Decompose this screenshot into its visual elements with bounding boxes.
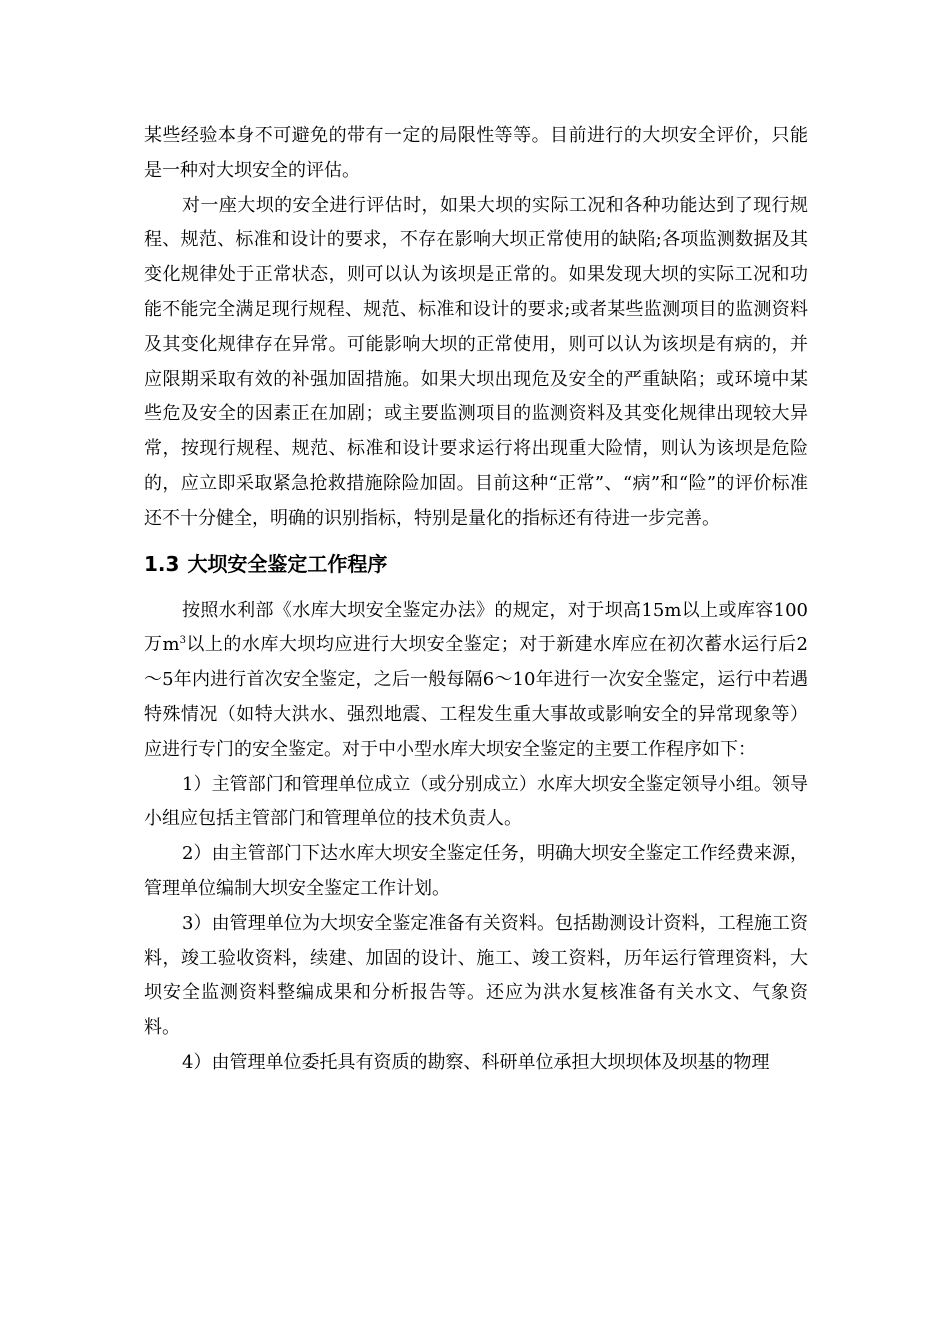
paragraph-intro xyxy=(144,594,808,768)
paragraph-continuation: 某些经验本身不可避免的带有一定的局限性等等。目前进行的大坝安全评价，只能是一种对大坝安全的评估。 xyxy=(144,125,808,181)
intro-text-part1: 按照水利部《水库大坝安全鉴定办法》的规定，对于坝高15m以上或库容100万m xyxy=(144,599,808,656)
section-heading xyxy=(144,549,808,579)
step-item-1: 1）主管部门和管理单位成立（或分别成立）水库大坝安全鉴定领导小组。领导小组应包括主管部门和管理单位的技术负责人。 xyxy=(144,773,808,830)
document-body xyxy=(144,119,808,1081)
paragraph-evaluation-criteria: 对一座大坝的安全进行评估时，如果大坝的实际工况和各种功能达到了现行规程、规范、标准和设计的要求，不存在影响大坝正常使用的缺陷;各项监测数据及其变化规律处于正常状态，则可以认为该坝是正常的。如果发现大坝的实际工况和功能不能完全满足现行规程、规范、标准和设计的要求;或者某些监测项目的监测资料及其变化规律存在异常。可能影响大坝的正常使用，则可以认为该坝是有病的，并应限期采取有效的补强加固措施。如果大坝出现危及安全的严重缺陷；或环境中某些危及安全的因素正在加剧；或主要监测项目的监测资料及其变化规律出现较大异常，按现行规程、规范、标准和设计要求运行将出现重大险情，则认为该坝是危险的，应立即采取紧急抢救措施除险加固。目前这种“正常”、“病”和“险”的评价标准还不十分健全，明确的识别指标，特别是量化的指标还有待进一步完善。 xyxy=(144,194,808,529)
section-title: 大坝安全鉴定工作程序 xyxy=(187,551,388,576)
intro-text-part2: 以上的水库大坝均应进行大坝安全鉴定；对于新建水库应在初次蓄水运行后2～5年内进行首次安全鉴定，之后一般每隔6～10年进行一次安全鉴定，运行中若遇特殊情况（如特大洪水、强烈地震、工程发生重大事故或影响安全的异常现象等）应进行专门的安全鉴定。对于中小型水库大坝安全鉴定的主要工作程序如下： xyxy=(144,634,808,760)
step-item-2: 2）由主管部门下达水库大坝安全鉴定任务，明确大坝安全鉴定工作经费来源，管理单位编制大坝安全鉴定工作计划。 xyxy=(144,843,808,899)
step-item-3: 3）由管理单位为大坝安全鉴定准备有关资料。包括勘测设计资料，工程施工资料，竣工验收资料，续建、加固的设计、施工、竣工资料，历年运行管理资料，大坝安全监测资料整编成果和分析报告等。还应为洪水复核准备有关水文、气象资料。 xyxy=(144,912,808,1039)
step-item-4: 4）由管理单位委托具有资质的勘察、科研单位承担大坝坝体及坝基的物理 xyxy=(182,1051,770,1073)
section-number: 1.3 xyxy=(144,551,180,576)
intro-superscript: 3 xyxy=(179,635,186,647)
